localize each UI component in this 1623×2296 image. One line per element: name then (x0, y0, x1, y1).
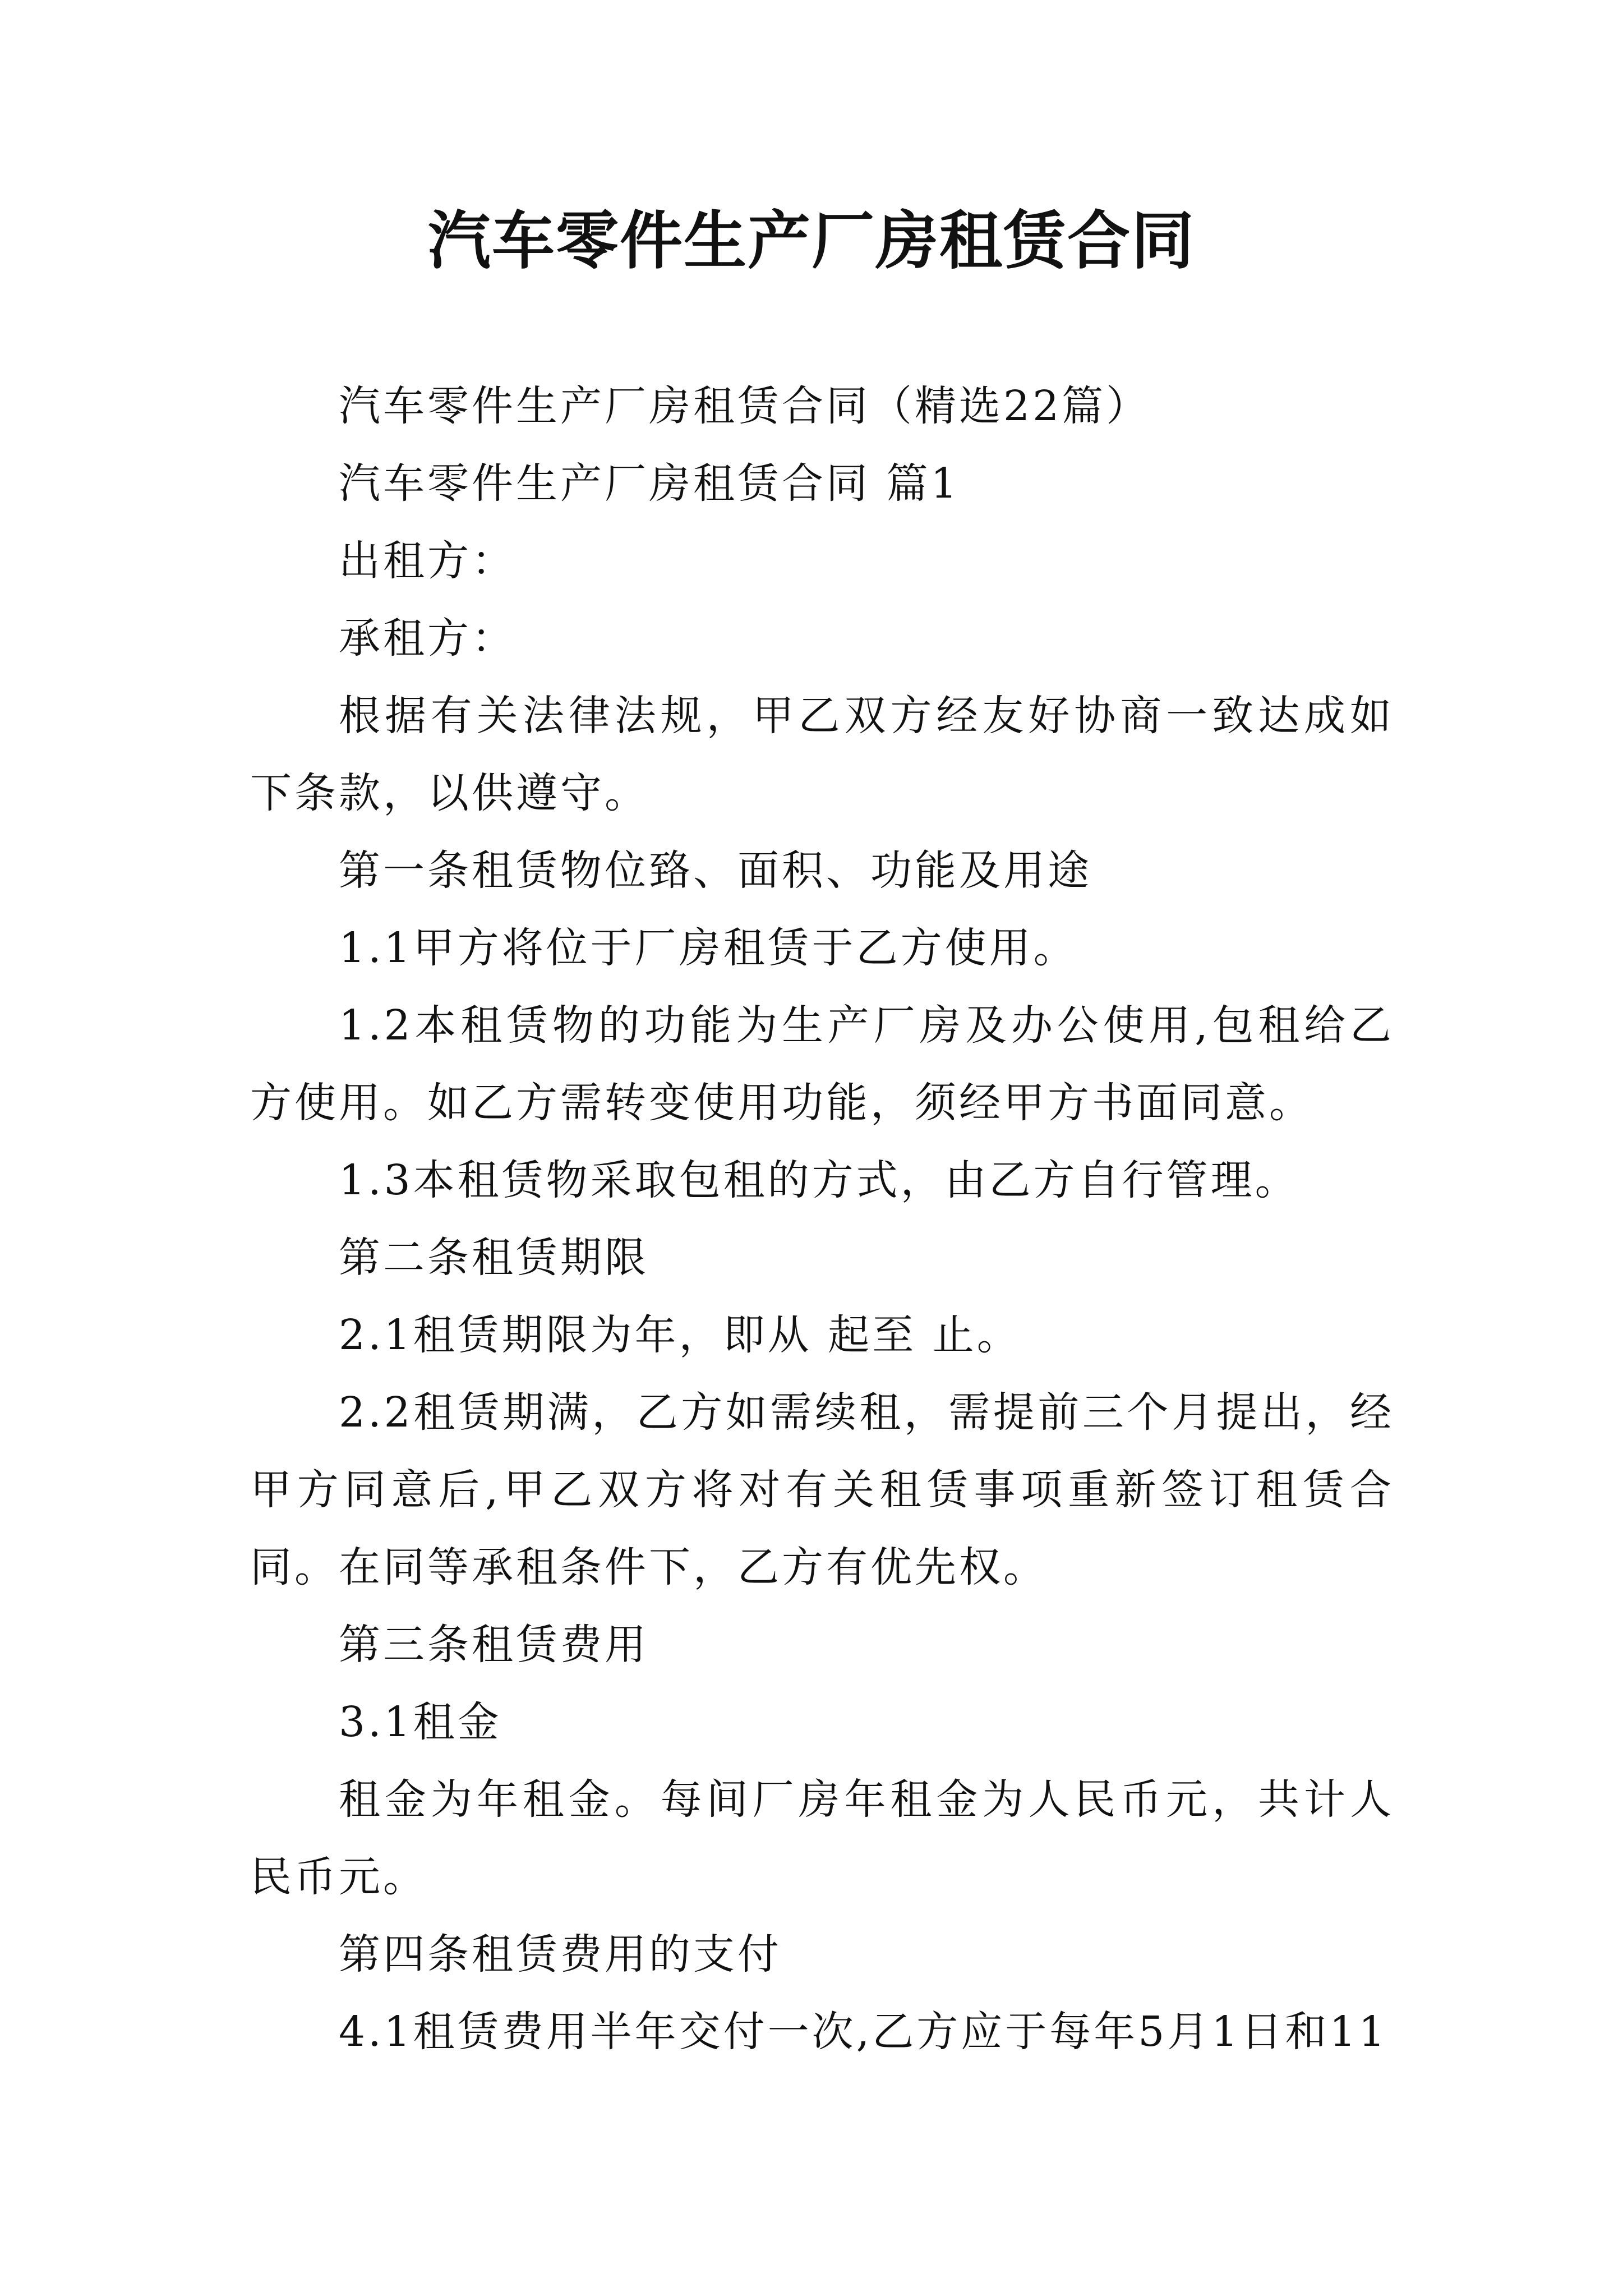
paragraph: 1.3本租赁物采取包租的方式，由乙方自行管理。 (339, 1156, 1299, 1204)
paragraph: 1.1甲方将位于厂房租赁于乙方使用。 (339, 924, 1078, 972)
paragraph: 出租方： (339, 537, 516, 585)
paragraph: 2.2租赁期满，乙方如需续租，需提前三个月提出，经甲方同意后,甲乙双方将对有关租赁事项重新签订租赁合同。在同等承租条件下，乙方有优先权。 (250, 1388, 1394, 1591)
section-heading: 第四条租赁费用的支付 (339, 1930, 782, 1978)
paragraph: 3.1租金 (339, 1698, 502, 1746)
section-heading: 第二条租赁期限 (339, 1234, 649, 1282)
paragraph: 承租方： (339, 614, 516, 662)
paragraph: 4.1租赁费用半年交付一次,乙方应于每年5月1日和11 (339, 2008, 1388, 2056)
section-heading: 第三条租赁费用 (339, 1621, 649, 1669)
section-heading: 第一条租赁物位臵、面积、功能及用途 (339, 846, 1092, 895)
paragraph: 根据有关法律法规，甲乙双方经友好协商一致达成如下条款，以供遵守。 (250, 692, 1394, 817)
paragraph: 1.2本租赁物的功能为生产厂房及办公使用,包租给乙方使用。如乙方需转变使用功能，须经甲方书面同意。 (250, 1001, 1394, 1127)
paragraph: 2.1租赁期限为年，即从 起至 止。 (339, 1311, 1021, 1359)
paragraph: 租金为年租金。每间厂房年租金为人民币元，共计人民币元。 (250, 1775, 1394, 1901)
document-body (250, 367, 1394, 2070)
document-title: 汽车零件生产厂房租赁合同 (428, 204, 1195, 278)
paragraph: 汽车零件生产厂房租赁合同 篇1 (339, 459, 960, 508)
paragraph: 汽车零件生产厂房租赁合同（精选22篇） (339, 382, 1151, 430)
